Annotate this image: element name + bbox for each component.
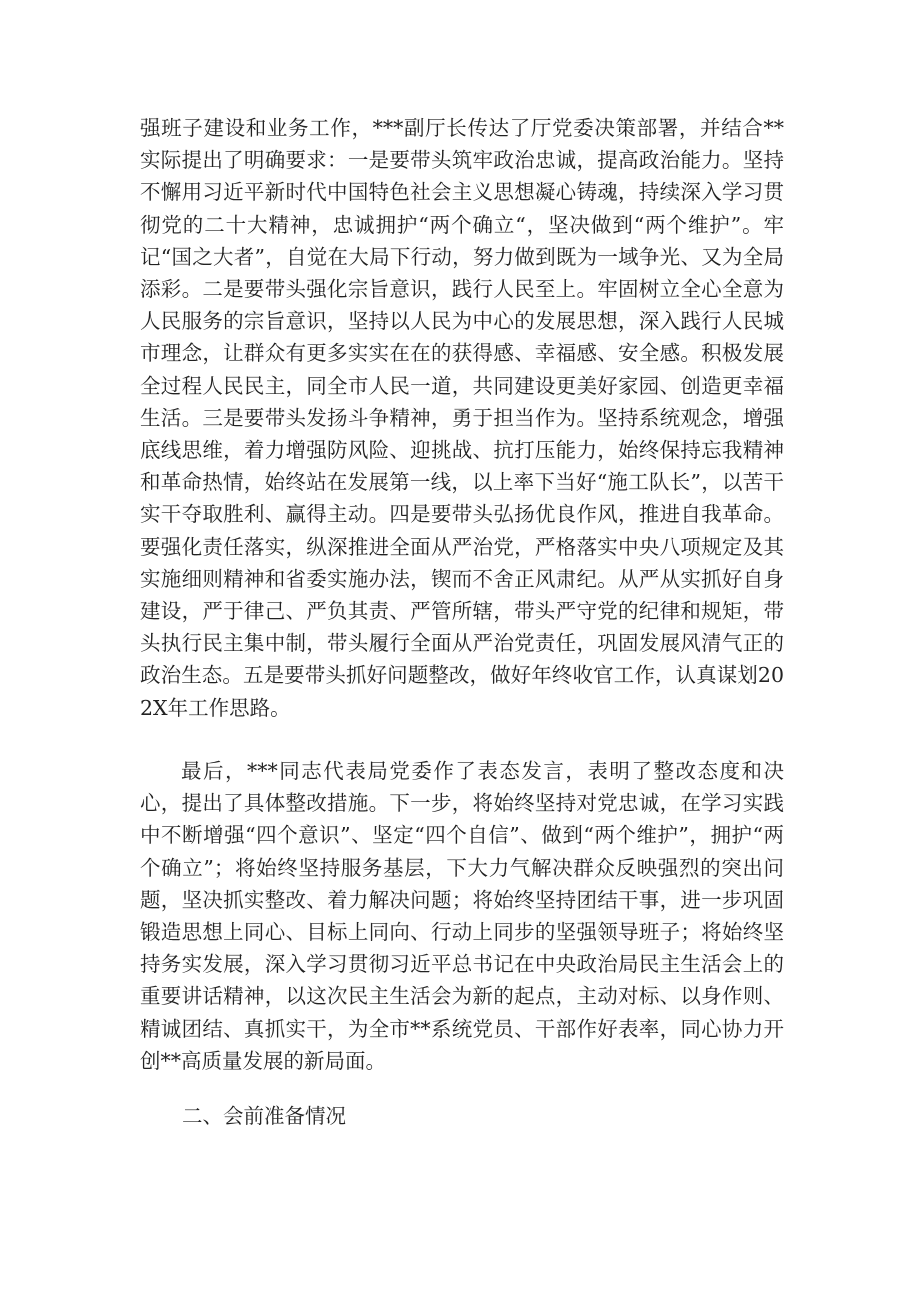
body-paragraph-conclusion: 最后，***同志代表局党委作了表态发言，表明了整改态度和决心，提出了具体整改措施。下一步，将始终坚持对党忠诚，在学习实践中不断增强“四个意识”、坚定“四个自信”、做到“两个维护”，拥护“两个确立”；将始终坚持服务基层，下大力气解决群众反映强烈的突出问题，坚决抓实整改、着力解决问题；将始终坚持团结干事，进一步巩固锻造思想上同心、目标上同向、行动上同步的坚强领导班子；将始终坚持务实发展，深入学习贯彻习近平总书记在中央政治局民主生活会上的重要讲话精神，以这次民主生活会为新的起点，主动对标、以身作则、精诚团结、真抓实干，为全市**系统党员、干部作好表率，同心协力开创**高质量发展的新局面。	[140, 759, 784, 1073]
body-paragraph-requirements: 强班子建设和业务工作，***副厅长传达了厅党委决策部署，并结合**实际提出了明确要求：一是要带头筑牢政治忠诚，提高政治能力。坚持不懈用习近平新时代中国特色社会主义思想凝心铸魂，持续深入学习贯彻党的二十大精神，忠诚拥护“两个确立“，坚决做到“两个维护”。牢记“国之大者”，自觉在大局下行动，努力做到既为一域争光、又为全局添彩。二是要带头强化宗旨意识，践行人民至上。牢固树立全心全意为人民服务的宗旨意识，坚持以人民为中心的发展思想，深入践行人民城市理念，让群众有更多实实在在的获得感、幸福感、安全感。积极发展全过程人民民主，同全市人民一道，共同建设更美好家园、创造更幸福生活。三是要带头发扬斗争精神，勇于担当作为。坚持系统观念，增强底线思维，着力增强防风险、迎挑战、抗打压能力，始终保持忘我精神和革命热情，始终站在发展第一线，以上率下当好“施工队长”，以苦干实干夺取胜利、赢得主动。四是要带头弘扬优良作风，推进自我革命。要强化责任落实，纵深推进全面从严治党，严格落实中央八项规定及其实施细则精神和省委实施办法，锲而不舍正风肃纪。从严从实抓好自身建设，严于律己、严负其责、严管所辖，带头严守党的纪律和规矩，带头执行民主集中制，带头履行全面从严治党责任，巩固发展风清气正的政治生态。五是要带头抓好问题整改，做好年终收官工作，认真谋划202X年工作思路。	[140, 116, 784, 720]
section-heading: 二、会前准备情况	[182, 1104, 346, 1128]
